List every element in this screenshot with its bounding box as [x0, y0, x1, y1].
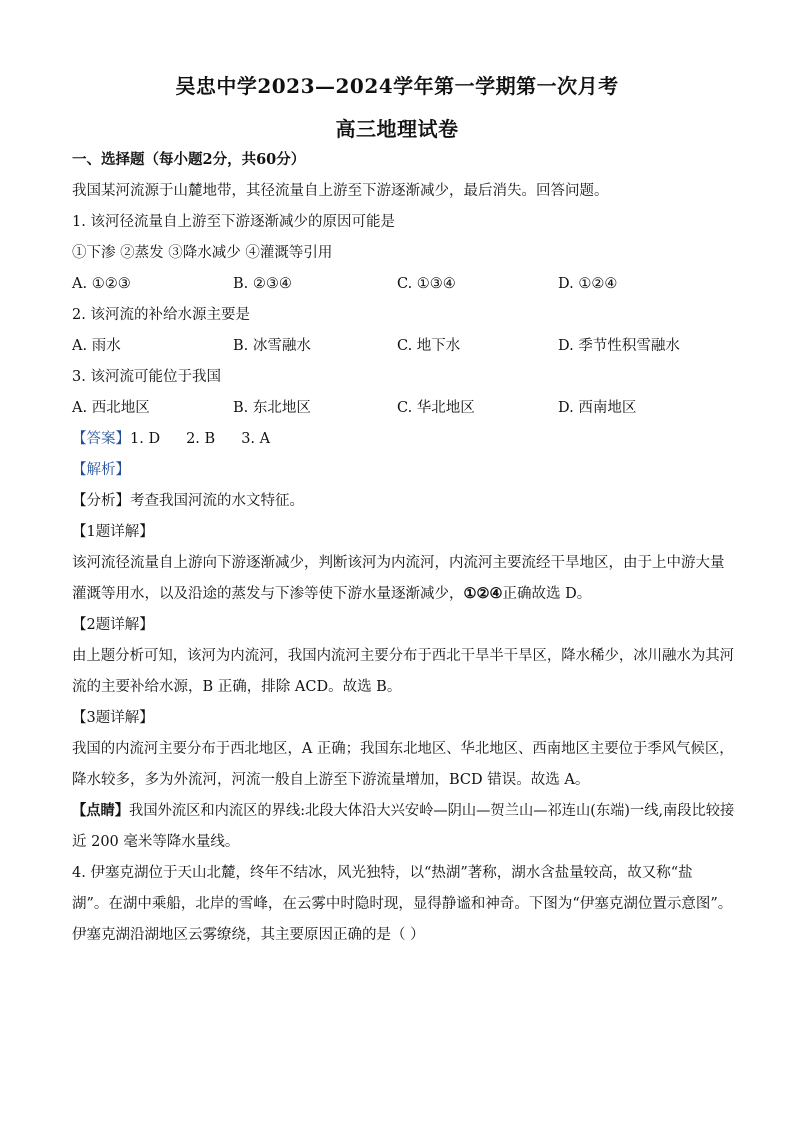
detail-1-text-a: 灌溉等用水，以及沿途的蒸发与下渗等使下游水量逐渐减少， — [72, 586, 464, 602]
q3-option-c: C. 华北地区 — [397, 400, 475, 416]
answer-2: 2. B — [186, 431, 216, 447]
dianjing-text: 我国外流区和内流区的界线:北段大体沿大兴安岭—阴山—贺兰山—祁连山(东端)一线,南段比较接 — [129, 803, 735, 819]
question-3-text: 3. 该河流可能位于我国 — [72, 369, 221, 385]
q1-option-a: A. ①②③ — [72, 276, 131, 292]
detail-1-text-c: 正确故选 D。 — [502, 586, 592, 602]
question-stem: 我国某河流源于山麓地带，其径流量自上游至下游逐渐减少，最后消失。回答问题。 — [72, 183, 609, 199]
q2-option-c: C. 地下水 — [397, 338, 461, 354]
q1-option-c: C. ①③④ — [397, 276, 456, 292]
q2-option-b: B. 冰雪融水 — [233, 338, 311, 354]
question-4-line-2: 湖”。在湖中乘船，北岸的雪峰，在云雾中时隐时现，显得静谧和神奇。下图为“伊塞克湖位置示意图”。 — [72, 896, 733, 912]
question-4-line-3: 伊塞克湖沿湖地区云雾缭绕，其主要原因正确的是（ ） — [72, 927, 425, 943]
dianjing-label: 【点睛】 — [72, 802, 130, 819]
detail-1-label: 【1题详解】 — [72, 524, 154, 540]
q3-option-a: A. 西北地区 — [72, 400, 150, 416]
answer-3: 3. A — [241, 431, 271, 447]
question-2-text: 2. 该河流的补给水源主要是 — [72, 307, 250, 323]
question-1-text: 1. 该河径流量自上游至下游逐渐减少的原因可能是 — [72, 214, 395, 230]
analysis-label: 【解析】 — [72, 462, 130, 478]
fenxi-label: 【分析】 — [72, 493, 130, 509]
q1-option-b: B. ②③④ — [233, 276, 292, 292]
detail-1-choice: ①②④ — [463, 585, 503, 602]
detail-1-line-1: 该河流径流量自上游向下游逐渐减少，判断该河为内流河，内流河主要流经干旱地区，由于上中游大量 — [72, 555, 725, 571]
dianjing-line-1 — [72, 801, 734, 821]
answer-1: 1. D — [130, 431, 161, 447]
detail-2-label: 【2题详解】 — [72, 617, 154, 633]
fenxi-line — [72, 491, 304, 511]
answer-label: 【答案】 — [72, 431, 130, 447]
q1-option-d: D. ①②④ — [558, 276, 618, 292]
section-heading: 一、选择题（每小题2分，共60分） — [72, 151, 306, 168]
fenxi-text: 考查我国河流的水文特征。 — [130, 493, 304, 509]
q3-option-d: D. 西南地区 — [558, 400, 637, 416]
detail-2-line-1: 由上题分析可知，该河为内流河，我国内流河主要分布于西北干旱半干旱区，降水稀少，冰川融水为其河 — [72, 648, 734, 664]
detail-3-label: 【3题详解】 — [72, 710, 154, 726]
question-4-line-1: 4. 伊塞克湖位于天山北麓，终年不结冰，风光独特，以“热湖”著称，湖水含盐量较高，故又称“盐 — [72, 865, 693, 881]
dianjing-line-2: 近 200 毫米等降水量线。 — [72, 834, 240, 850]
detail-1-line-2 — [72, 584, 591, 604]
detail-3-line-1: 我国的内流河主要分布于西北地区，A 正确；我国东北地区、华北地区、西南地区主要位于季风气候区， — [72, 741, 734, 757]
exam-subtitle: 高三地理试卷 — [335, 117, 459, 141]
q2-option-d: D. 季节性积雪融水 — [558, 338, 680, 354]
detail-2-line-2: 流的主要补给水源，B 正确，排除 ACD。故选 B。 — [72, 679, 402, 695]
question-1-factors: ①下渗 ②蒸发 ③降水减少 ④灌溉等引用 — [72, 245, 333, 261]
q2-option-a: A. 雨水 — [72, 338, 121, 354]
q3-option-b: B. 东北地区 — [233, 400, 311, 416]
answer-line — [72, 429, 296, 449]
detail-3-line-2: 降水较多，多为外流河，河流一般自上游至下游流量增加，BCD 错误。故选 A。 — [72, 772, 590, 788]
exam-title: 吴忠中学2023—2024学年第一学期第一次月考 — [175, 74, 619, 98]
